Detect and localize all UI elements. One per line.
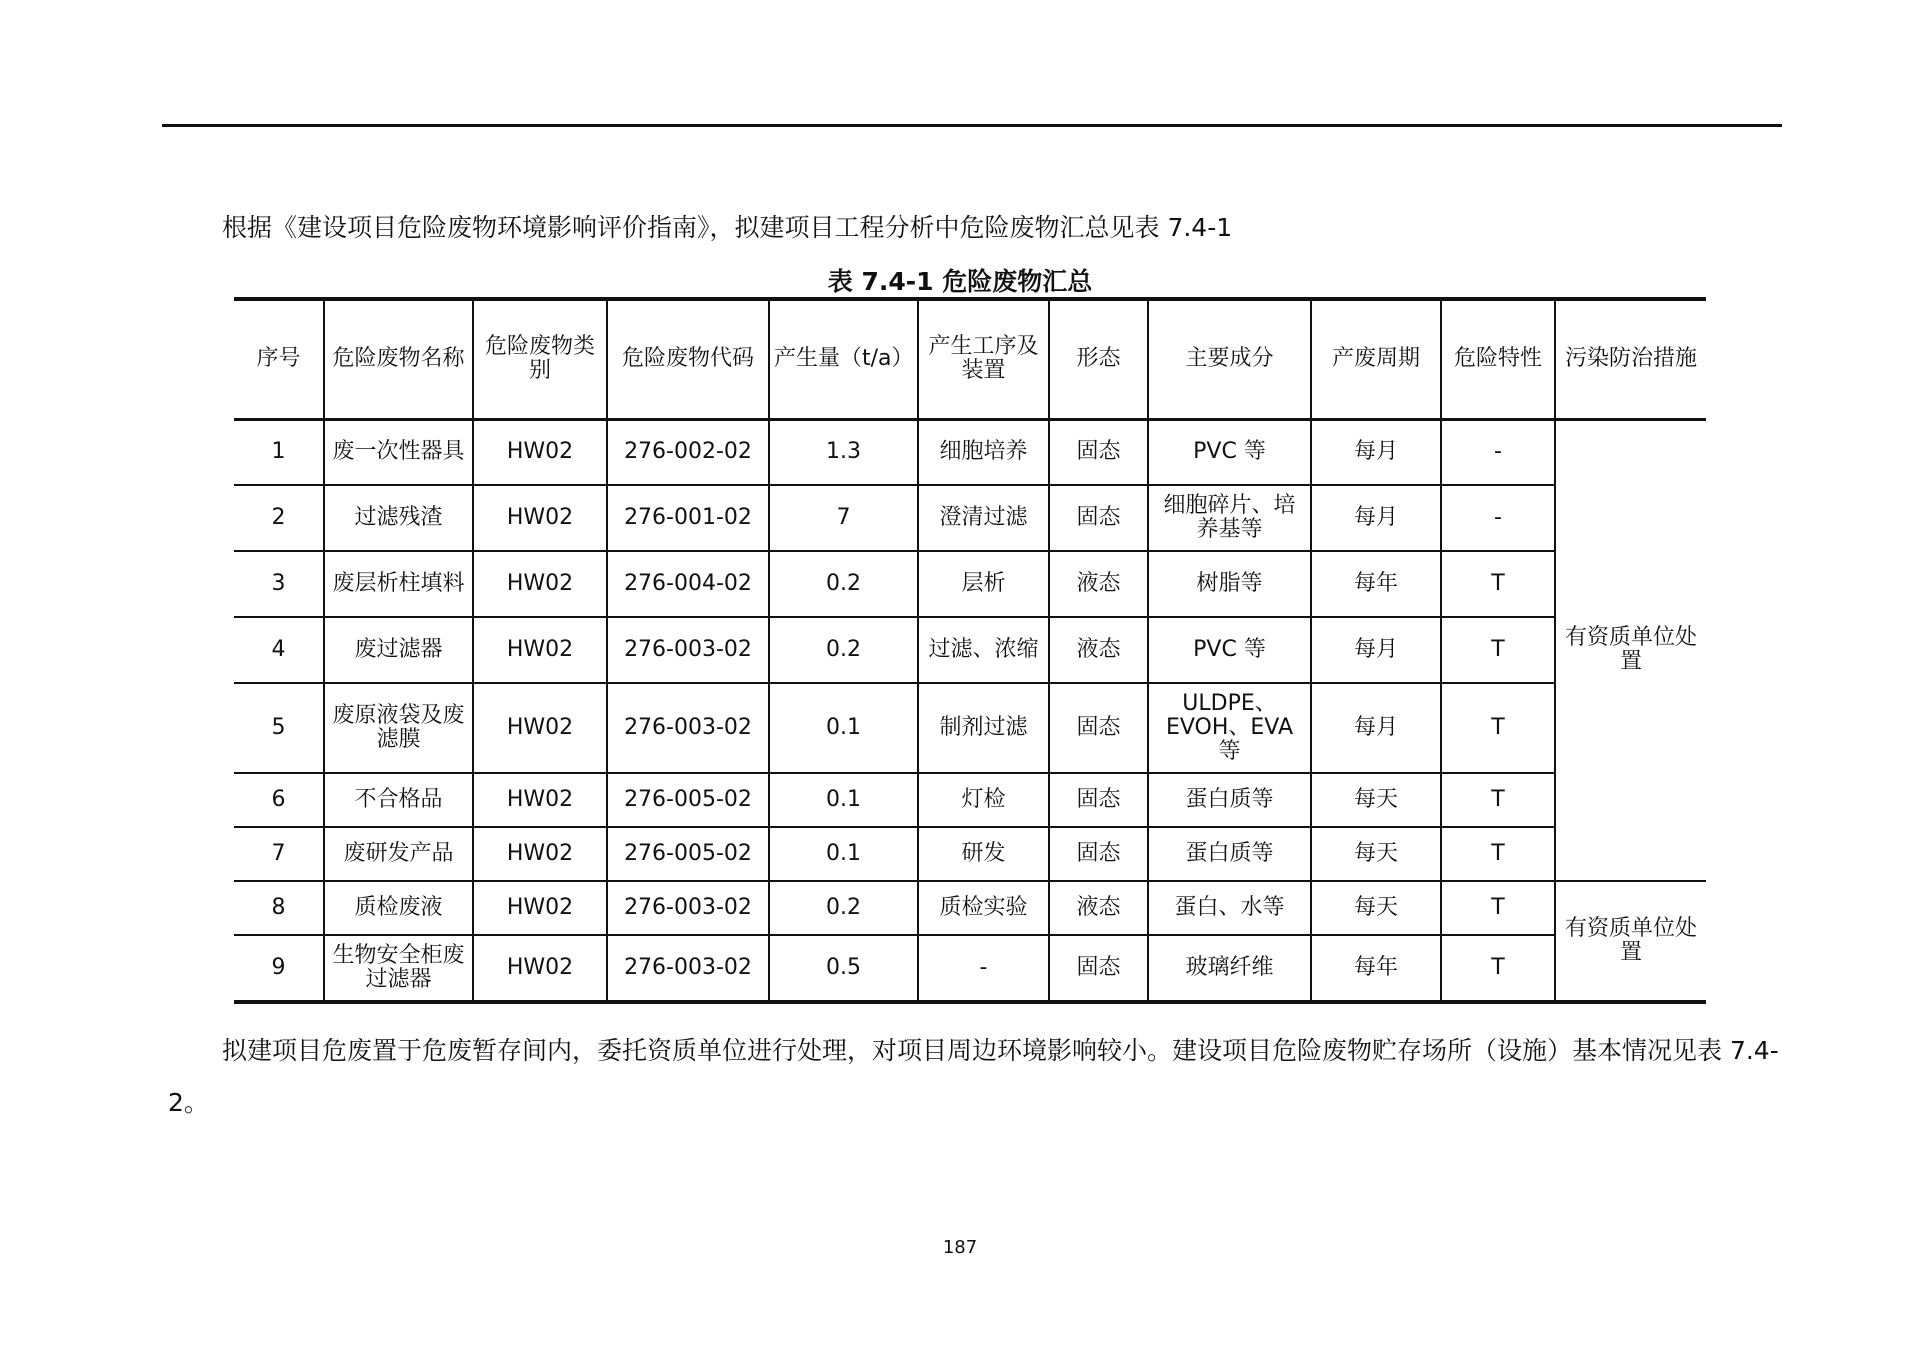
cell-form: 固态	[1049, 419, 1148, 485]
cell-category: HW02	[473, 485, 607, 551]
header-name: 危险废物名称	[324, 299, 473, 419]
cell-process: 层析	[918, 551, 1049, 617]
cell-code: 276-003-02	[607, 881, 769, 935]
cell-amount: 0.2	[769, 617, 918, 683]
cell-hazard: T	[1441, 617, 1555, 683]
cell-category: HW02	[473, 551, 607, 617]
cell-seq: 4	[234, 617, 324, 683]
header-cycle: 产废周期	[1311, 299, 1441, 419]
cell-hazard: -	[1441, 419, 1555, 485]
cell-process: -	[918, 935, 1049, 1002]
cell-cycle: 每月	[1311, 419, 1441, 485]
cell-form: 液态	[1049, 881, 1148, 935]
cell-components: 蛋白质等	[1148, 773, 1311, 827]
cell-hazard: T	[1441, 551, 1555, 617]
cell-cycle: 每天	[1311, 881, 1441, 935]
cell-name: 质检废液	[324, 881, 473, 935]
cell-amount: 0.2	[769, 881, 918, 935]
cell-hazard: T	[1441, 881, 1555, 935]
cell-seq: 6	[234, 773, 324, 827]
cell-components: 蛋白、水等	[1148, 881, 1311, 935]
cell-category: HW02	[473, 827, 607, 881]
cell-process: 澄清过滤	[918, 485, 1049, 551]
cell-process: 制剂过滤	[918, 683, 1049, 773]
page-number: 187	[942, 1237, 978, 1258]
cell-name: 废原液袋及废滤膜	[324, 683, 473, 773]
cell-components: 蛋白质等	[1148, 827, 1311, 881]
cell-process: 灯检	[918, 773, 1049, 827]
cell-measures-group-1: 有资质单位处置	[1555, 419, 1706, 881]
cell-seq: 8	[234, 881, 324, 935]
cell-hazard: T	[1441, 773, 1555, 827]
cell-code: 276-001-02	[607, 485, 769, 551]
cell-amount: 0.5	[769, 935, 918, 1002]
header-code: 危险废物代码	[607, 299, 769, 419]
cell-cycle: 每月	[1311, 485, 1441, 551]
header-category: 危险废物类别	[473, 299, 607, 419]
cell-components: PVC 等	[1148, 617, 1311, 683]
cell-components: PVC 等	[1148, 419, 1311, 485]
cell-name: 生物安全柜废过滤器	[324, 935, 473, 1002]
header-form: 形态	[1049, 299, 1148, 419]
cell-seq: 9	[234, 935, 324, 1002]
cell-process: 细胞培养	[918, 419, 1049, 485]
table-row	[234, 881, 1706, 935]
header-rule	[162, 124, 1782, 127]
table-row	[234, 419, 1706, 485]
cell-category: HW02	[473, 881, 607, 935]
cell-process: 过滤、浓缩	[918, 617, 1049, 683]
cell-code: 276-002-02	[607, 419, 769, 485]
cell-code: 276-003-02	[607, 683, 769, 773]
table-row	[234, 773, 1706, 827]
cell-form: 固态	[1049, 485, 1148, 551]
cell-category: HW02	[473, 617, 607, 683]
cell-code: 276-005-02	[607, 773, 769, 827]
cell-seq: 3	[234, 551, 324, 617]
cell-code: 276-003-02	[607, 617, 769, 683]
cell-category: HW02	[473, 773, 607, 827]
cell-hazard: T	[1441, 683, 1555, 773]
cell-cycle: 每年	[1311, 935, 1441, 1002]
cell-components: 细胞碎片、培养基等	[1148, 485, 1311, 551]
hazardous-waste-table	[234, 297, 1706, 1004]
cell-hazard: T	[1441, 935, 1555, 1002]
cell-name: 废层析柱填料	[324, 551, 473, 617]
cell-amount: 0.1	[769, 683, 918, 773]
cell-process: 研发	[918, 827, 1049, 881]
cell-hazard: -	[1441, 485, 1555, 551]
table-row	[234, 827, 1706, 881]
cell-form: 固态	[1049, 773, 1148, 827]
cell-cycle: 每月	[1311, 617, 1441, 683]
cell-code: 276-003-02	[607, 935, 769, 1002]
cell-code: 276-004-02	[607, 551, 769, 617]
cell-components: 玻璃纤维	[1148, 935, 1311, 1002]
cell-components: 树脂等	[1148, 551, 1311, 617]
cell-form: 液态	[1049, 551, 1148, 617]
cell-amount: 1.3	[769, 419, 918, 485]
cell-hazard: T	[1441, 827, 1555, 881]
cell-category: HW02	[473, 419, 607, 485]
header-components: 主要成分	[1148, 299, 1311, 419]
intro-paragraph: 根据《建设项目危险废物环境影响评价指南》，拟建项目工程分析中危险废物汇总见表 7.4-1	[222, 213, 1233, 242]
cell-name: 废过滤器	[324, 617, 473, 683]
table-row	[234, 485, 1706, 551]
cell-form: 液态	[1049, 617, 1148, 683]
header-seq: 序号	[234, 299, 324, 419]
table-row	[234, 617, 1706, 683]
table-row	[234, 683, 1706, 773]
cell-cycle: 每年	[1311, 551, 1441, 617]
cell-amount: 0.1	[769, 827, 918, 881]
cell-cycle: 每天	[1311, 773, 1441, 827]
cell-process: 质检实验	[918, 881, 1049, 935]
cell-measures-group-2: 有资质单位处置	[1555, 881, 1706, 1002]
cell-form: 固态	[1049, 683, 1148, 773]
followup-paragraph	[168, 1025, 1788, 1129]
cell-name: 过滤残渣	[324, 485, 473, 551]
header-process: 产生工序及装置	[918, 299, 1049, 419]
cell-cycle: 每月	[1311, 683, 1441, 773]
followup-text: 拟建项目危废置于危废暂存间内，委托资质单位进行处理，对项目周边环境影响较小。建设项目危险废物贮存场所（设施）基本情况见表 7.4-2。	[168, 1036, 1779, 1117]
cell-amount: 7	[769, 485, 918, 551]
cell-seq: 5	[234, 683, 324, 773]
cell-form: 固态	[1049, 935, 1148, 1002]
table-row	[234, 935, 1706, 1002]
cell-amount: 0.2	[769, 551, 918, 617]
table-row	[234, 551, 1706, 617]
cell-seq: 7	[234, 827, 324, 881]
cell-seq: 2	[234, 485, 324, 551]
cell-category: HW02	[473, 683, 607, 773]
cell-category: HW02	[473, 935, 607, 1002]
table-caption: 表 7.4-1 危险废物汇总	[827, 267, 1093, 296]
cell-cycle: 每天	[1311, 827, 1441, 881]
header-amount: 产生量（t/a）	[769, 299, 918, 419]
cell-amount: 0.1	[769, 773, 918, 827]
cell-components: ULDPE、EVOH、EVA 等	[1148, 683, 1311, 773]
cell-name: 不合格品	[324, 773, 473, 827]
header-measures: 污染防治措施	[1555, 299, 1706, 419]
cell-form: 固态	[1049, 827, 1148, 881]
cell-name: 废一次性器具	[324, 419, 473, 485]
cell-code: 276-005-02	[607, 827, 769, 881]
cell-seq: 1	[234, 419, 324, 485]
header-hazard: 危险特性	[1441, 299, 1555, 419]
table-header-row	[234, 299, 1706, 419]
cell-name: 废研发产品	[324, 827, 473, 881]
